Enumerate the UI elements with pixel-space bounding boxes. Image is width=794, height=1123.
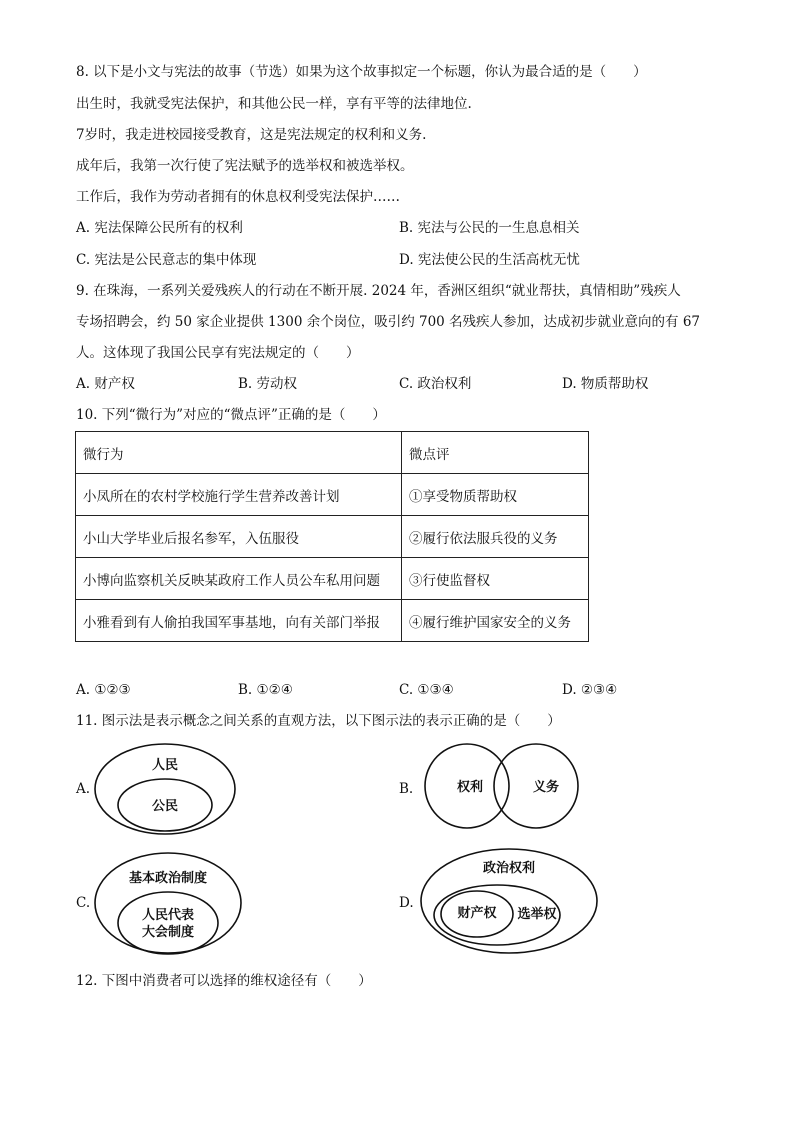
- table-cell: 小博向监察机关反映某政府工作人员公车私用问题: [76, 558, 402, 600]
- q8-option-c: C. 宪法是公民意志的集中体现: [76, 252, 257, 268]
- diagram-label: 政治权利: [482, 861, 536, 876]
- q10-option-d: D. ②③④: [562, 682, 618, 698]
- q11-diagram-d: [420, 848, 600, 958]
- table-cell: 小凤所在的农村学校施行学生营养改善计划: [76, 474, 402, 516]
- q10-option-c: C. ①③④: [399, 682, 454, 698]
- q11-diagram-b: [424, 744, 580, 830]
- q10-option-a: A. ①②③: [76, 682, 131, 698]
- q11-diagram-c: [94, 852, 254, 958]
- q11-option-c-label: C.: [76, 895, 91, 911]
- q11-option-a-label: A.: [76, 781, 91, 797]
- table-cell: 小山大学毕业后报名参军，入伍服役: [76, 516, 402, 558]
- q10-stem: 10. 下列“微行为”对应的“微点评”正确的是（ ）: [76, 407, 386, 423]
- diagram-label: 公民: [151, 799, 179, 814]
- q9-option-c: C. 政治权利: [399, 376, 472, 392]
- table-row: [76, 516, 589, 558]
- q9-stem-line: 专场招聘会，约 50 家企业提供 1300 余个岗位，吸引约 700 名残疾人参加，达成初步就业意向的有 67: [76, 314, 701, 330]
- diagram-label: 基本政治制度: [128, 871, 208, 886]
- table-cell: ②履行依法服兵役的义务: [402, 516, 589, 558]
- q11-option-b-label: B.: [399, 781, 414, 797]
- q8-stem: 8. 以下是小文与宪法的故事（节选）如果为这个故事拟定一个标题，你认为最合适的是（ ）: [76, 64, 647, 80]
- q11-diagram-a: [94, 744, 254, 836]
- table-cell: ④履行维护国家安全的义务: [402, 600, 589, 642]
- q9-option-d: D. 物质帮助权: [562, 376, 649, 392]
- table-header-row: [76, 432, 589, 474]
- q9-stem-line: 人。这体现了我国公民享有宪法规定的（ ）: [76, 345, 360, 361]
- diagram-label: 义务: [532, 780, 560, 795]
- q8-story-line: 工作后，我作为劳动者拥有的休息权利受宪法保护……: [76, 189, 400, 205]
- table-row: [76, 600, 589, 642]
- diagram-label: 人民代表: [141, 908, 195, 923]
- q8-option-a: A. 宪法保障公民所有的权利: [76, 220, 243, 236]
- diagram-label: 权利: [456, 780, 484, 795]
- q8-option-d: D. 宪法使公民的生活高枕无忧: [399, 252, 580, 268]
- inner-ellipse: [118, 892, 218, 954]
- q12-stem: 12. 下图中消费者可以选择的维权途径有（ ）: [76, 973, 372, 989]
- q10-table: [75, 431, 589, 642]
- diagram-label: 选举权: [517, 907, 557, 922]
- q11-option-d-label: D.: [399, 895, 414, 911]
- table-row: [76, 558, 589, 600]
- diagram-label: 人民: [151, 758, 179, 773]
- table-cell: 小雅看到有人偷拍我国军事基地，向有关部门举报: [76, 600, 402, 642]
- q8-story-line: 7岁时，我走进校园接受教育，这是宪法规定的权利和义务.: [76, 127, 427, 143]
- q10-option-b: B. ①②④: [238, 682, 293, 698]
- q11-stem: 11. 图示法是表示概念之间关系的直观方法，以下图示法的表示正确的是（ ）: [76, 713, 561, 729]
- table-cell: ③行使监督权: [402, 558, 589, 600]
- q8-option-b: B. 宪法与公民的一生息息相关: [399, 220, 580, 236]
- q8-story-line: 出生时，我就受宪法保护，和其他公民一样，享有平等的法律地位.: [76, 96, 472, 112]
- diagram-label: 大会制度: [141, 925, 195, 940]
- table-row: [76, 474, 589, 516]
- q9-option-b: B. 劳动权: [238, 376, 298, 392]
- table-header-cell: 微点评: [402, 432, 589, 474]
- q9-option-a: A. 财产权: [76, 376, 135, 392]
- table-header-cell: 微行为: [76, 432, 402, 474]
- table-cell: ①享受物质帮助权: [402, 474, 589, 516]
- diagram-label: 财产权: [457, 906, 497, 921]
- q9-stem-line: 9. 在珠海，一系列关爱残疾人的行动在不断开展. 2024 年，香洲区组织“就业帮扶，真情相助”残疾人: [76, 283, 681, 299]
- q8-story-line: 成年后，我第一次行使了宪法赋予的选举权和被选举权。: [76, 158, 414, 174]
